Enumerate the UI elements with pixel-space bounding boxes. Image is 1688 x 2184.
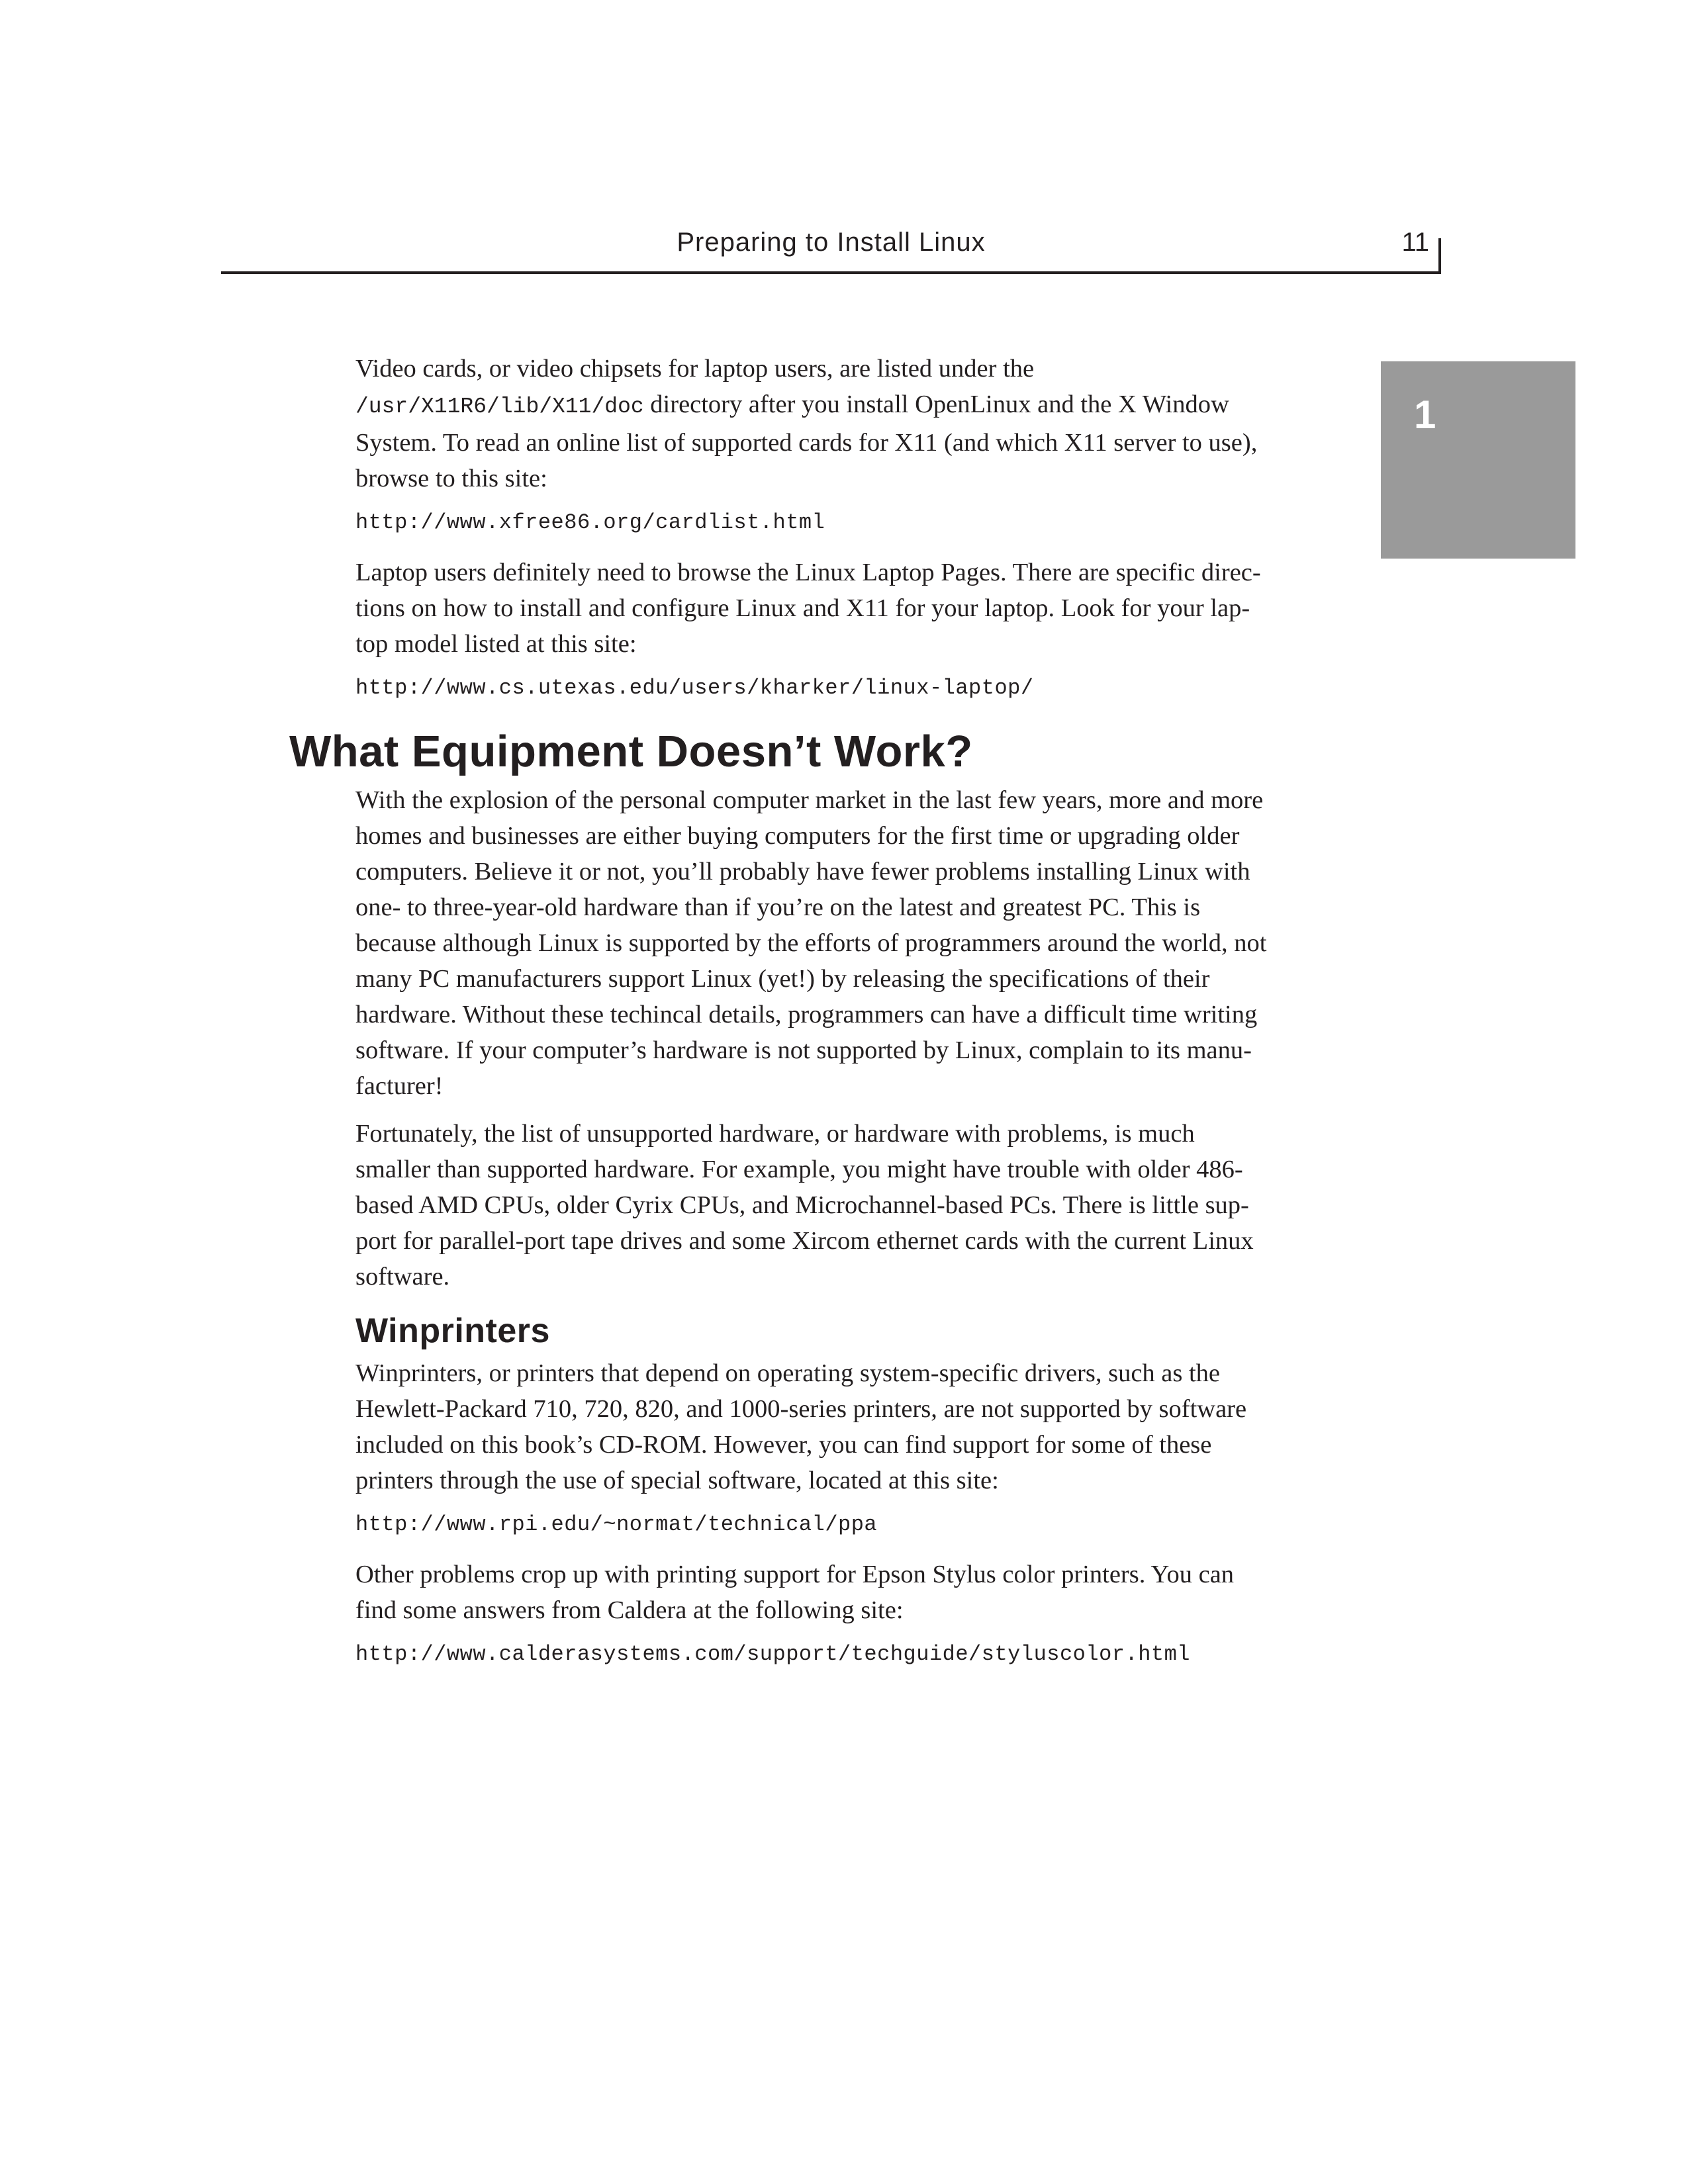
- code-path: /usr/X11R6/lib/X11/doc: [355, 394, 644, 419]
- text-fragment: directory after you install OpenLinux and the X Window: [643, 390, 1229, 418]
- text-line: find some answers from Caldera at the following site:: [355, 1596, 904, 1624]
- text-line: software.: [355, 1263, 450, 1291]
- running-title: Preparing to Install Linux: [677, 228, 986, 257]
- text-line: because although Linux is supported by the efforts of programmers around the world, not: [355, 929, 1267, 957]
- text-line: Video cards, or video chipsets for laptop users, are listed under the: [355, 355, 1035, 383]
- text-line: hardware. Without these techincal details, programmers can have a difficult time writing: [355, 1001, 1258, 1028]
- text-line: System. To read an online list of supported cards for X11 (and which X11 server to use),: [355, 429, 1258, 457]
- section-heading: What Equipment Doesn’t Work?: [289, 727, 973, 776]
- text-line: Winprinters, or printers that depend on operating system-specific drivers, such as the: [355, 1359, 1221, 1387]
- url-cardlist: http://www.xfree86.org/cardlist.html: [355, 510, 825, 535]
- text-line: With the explosion of the personal computer market in the last few years, more and more: [355, 786, 1264, 814]
- header-rule-tick: [1438, 238, 1441, 274]
- page-body: [289, 351, 1348, 1686]
- paragraph-explosion: [355, 782, 1348, 1104]
- text-line: facturer!: [355, 1072, 444, 1100]
- paragraph-laptop: [355, 555, 1348, 662]
- paragraph-unsupported: [355, 1116, 1348, 1295]
- text-line: Laptop users definitely need to browse the Linux Laptop Pages. There are specific direc-: [355, 559, 1261, 586]
- text-line: one- to three-year-old hardware than if you’re on the latest and greatest PC. This is: [355, 893, 1201, 921]
- subsection-heading: Winprinters: [355, 1312, 550, 1350]
- paragraph-winprinters: [355, 1355, 1348, 1498]
- text-line: software. If your computer’s hardware is not supported by Linux, complain to its manu-: [355, 1036, 1252, 1064]
- text-line: many PC manufacturers support Linux (yet!) by releasing the specifications of their: [355, 965, 1210, 993]
- text-line: [355, 387, 1348, 425]
- chapter-tab: [1381, 361, 1575, 559]
- text-line: Other problems crop up with printing support for Epson Stylus color printers. You can: [355, 1561, 1235, 1588]
- text-line: printers through the use of special software, located at this site:: [355, 1467, 999, 1494]
- text-line: Hewlett-Packard 710, 720, 820, and 1000-series printers, are not supported by software: [355, 1395, 1247, 1423]
- text-line: smaller than supported hardware. For example, you might have trouble with older 486-: [355, 1156, 1243, 1183]
- paragraph-video-cards: [355, 351, 1348, 496]
- text-line: tions on how to install and configure Linux and X11 for your laptop. Look for your lap-: [355, 594, 1250, 622]
- text-line: included on this book’s CD-ROM. However, you can find support for some of these: [355, 1431, 1212, 1459]
- text-line: top model listed at this site:: [355, 630, 637, 658]
- page-number: 11: [1401, 228, 1429, 257]
- text-line: port for parallel-port tape drives and some Xircom ethernet cards with the current Linux: [355, 1227, 1254, 1255]
- url-caldera: http://www.calderasystems.com/support/techguide/styluscolor.html: [355, 1642, 1190, 1666]
- text-line: Fortunately, the list of unsupported hardware, or hardware with problems, is much: [355, 1120, 1195, 1148]
- url-ppa: http://www.rpi.edu/~normat/technical/ppa: [355, 1512, 878, 1537]
- text-line: homes and businesses are either buying computers for the first time or upgrading older: [355, 822, 1240, 850]
- text-line: browse to this site:: [355, 465, 547, 492]
- chapter-number: 1: [1414, 392, 1436, 437]
- running-header: [221, 224, 1441, 274]
- url-linux-laptop: http://www.cs.utexas.edu/users/kharker/linux-laptop/: [355, 676, 1034, 700]
- text-line: computers. Believe it or not, you’ll probably have fewer problems installing Linux with: [355, 858, 1250, 886]
- text-line: based AMD CPUs, older Cyrix CPUs, and Microchannel-based PCs. There is little sup-: [355, 1191, 1249, 1219]
- paragraph-epson: [355, 1557, 1348, 1628]
